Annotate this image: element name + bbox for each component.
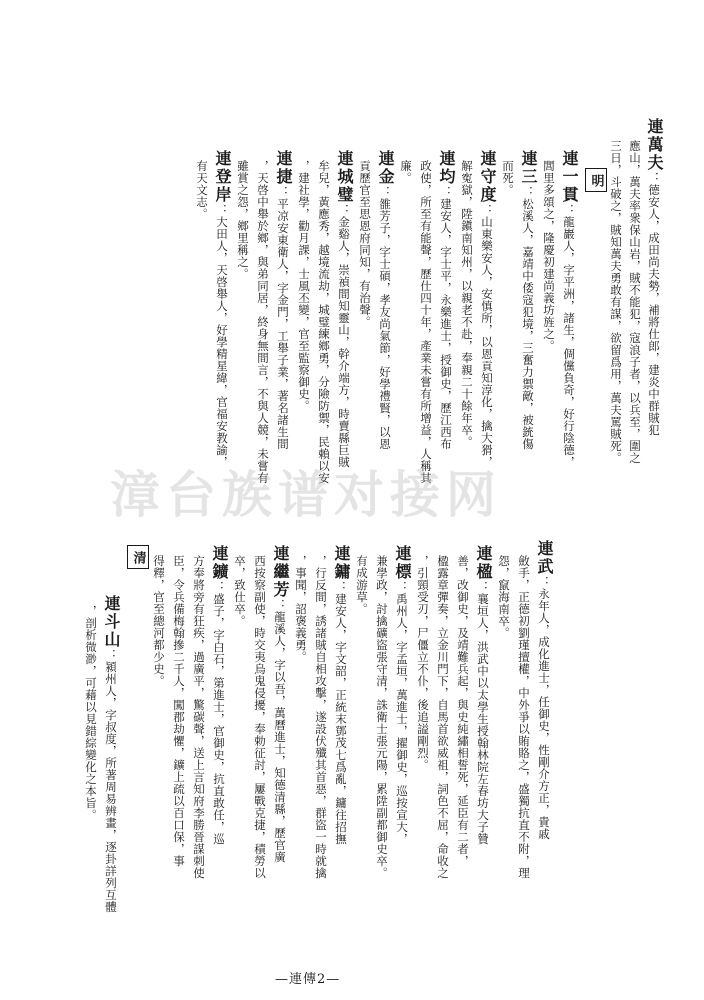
entry-text: ，剖析微渺，可藉以見錯綜變化之本旨。 <box>84 605 98 821</box>
entry-text: 西按察副使，時交夷烏鬼侵擾，奉勅征討，屢戰克捷，積勞以 <box>253 555 267 879</box>
entry-text: ，建社學，勸月課，士風丕變，官至監察御史。 <box>297 160 311 412</box>
entry-text: ：大田人，天啓舉人，好學精星緯，官福安教諭， <box>215 204 229 468</box>
entry-text: ：山東樂安人，安慎所，以恩貢知淳化，擒大猾， <box>480 204 494 468</box>
entry-text: ：龍溪人，字以吾，萬曆進士，知德清縣，歷官廣 <box>273 599 287 863</box>
column-text <box>255 160 271 500</box>
entry-title: 連三 <box>519 150 538 186</box>
entry-text: 兼學政，討擒礦盜張守清，誅衛士張元陽，累陞副都御史卒。 <box>375 555 389 879</box>
entry-title: 連守度 <box>478 150 497 204</box>
dynasty-label-ming: 明 <box>585 168 607 192</box>
column-text <box>194 160 210 500</box>
entry-title: 連一貫 <box>560 150 579 204</box>
entry-text: ：盛子，字白石，第進士，官御史，抗直敢任，巡 <box>212 581 226 845</box>
column-lian-jun <box>438 150 454 500</box>
column-text <box>313 555 329 960</box>
entry-text: ：建安人，字文韶，正統末鄧茂七爲亂，鏞往招撫 <box>334 581 348 845</box>
entry-text: 三日，斗破之，賊知萬夫勇敢有謀，欲留爲用，萬夫罵賊死。 <box>609 140 623 464</box>
entry-text: ：永年人，成化進士，任御史，性剛介方正，貴戚 <box>537 576 551 840</box>
column-text <box>171 555 187 960</box>
entry-text: 楹露章彈奏，立金川門下，自馬首欲威祖，詞色不屈，命收之 <box>436 555 450 879</box>
entry-text: ，事聞，詔褒義勇。 <box>294 555 308 663</box>
entry-text: 卒，致仕卒。 <box>233 555 247 627</box>
entry-title: 連鏞 <box>332 545 351 581</box>
column-lian-jie <box>275 150 291 500</box>
column-text <box>354 555 370 960</box>
entry-text: 得釋，官至總河都少史。 <box>152 555 166 687</box>
column-lian-jin <box>377 150 393 500</box>
column-text <box>357 160 373 500</box>
column-text <box>415 555 431 960</box>
entry-text: 應山，萬夫率衆保山岩，賊不能犯，寇浪子者，以兵至，圍之 <box>628 140 642 464</box>
column-text <box>459 160 475 500</box>
column-text <box>541 160 557 500</box>
column-text <box>516 555 532 960</box>
column-lian-san <box>520 150 536 500</box>
entry-text: ，引頸受刃，尸僵立不仆，後追謚剛烈。 <box>416 555 430 771</box>
entry-text: 有天文志。 <box>195 160 209 220</box>
column-text <box>191 555 207 960</box>
entry-text: ：雒芳子，字士碩，孝友尚氣節，好學禮賢，以恩 <box>378 186 392 450</box>
entry-text: ：襄垣人，洪武中以太學生授翰林院左春坊大子贊 <box>476 581 490 845</box>
column-text <box>418 160 434 500</box>
entry-title: 連金 <box>376 150 395 186</box>
entry-title: 連捷 <box>274 150 293 186</box>
column-lian-wu <box>536 540 552 960</box>
entry-text: ，天啓中舉於鄉，與弟同居，終身無間言，不與人競，未嘗有 <box>256 160 270 484</box>
column-text <box>316 160 332 500</box>
column-lian-jifang <box>272 545 288 960</box>
entry-text: ：金谿人，崇禎間知靈山，幹介端方，時賣縣巨賊 <box>337 204 351 468</box>
column-lian-kuang <box>211 545 227 960</box>
column-text <box>293 555 309 960</box>
column-lian-yong <box>333 545 349 960</box>
entry-title: 連均 <box>437 150 456 186</box>
watermark: 漳台族谱对接网 <box>110 466 502 524</box>
entry-text: 斂手，正德初劉瑾擅權，中外爭以賄賂之，盛獨抗直不附，理 <box>517 555 531 879</box>
entry-text: 牟兒，黃應秀，越境流劫，城璧練鄉勇，分險防禦，民賴以安 <box>317 160 331 484</box>
column-lian-wanfu <box>646 118 662 498</box>
entry-title: 連登岸 <box>213 150 232 204</box>
entry-text: 方奉將旁有狂疾，過廣平，驚碳聲，送上言知府李勝晉謀刺使 <box>192 555 206 879</box>
entry-text: ：松溪人，嘉靖中倭寇犯境，三奮力禦敵，被銃傷 <box>521 186 535 450</box>
column-lian-chengbi <box>336 150 352 500</box>
column-lian-doushan <box>103 595 119 960</box>
entry-text: 善，改御史，及靖難兵起，與史純繡相誓死，延臣有二者， <box>456 555 470 867</box>
entry-text: 政使，所至有能聲，歷仕四十年，產業未嘗有所增益，人稱其 <box>419 160 433 484</box>
column-lian-shoudu <box>479 150 495 500</box>
entry-text: ，行反間，誘諸賊自相攻擊，遂設伏殲其首惡，群盜一時就擒 <box>314 555 328 879</box>
entry-title: 連繼芳 <box>271 545 290 599</box>
column-text <box>374 555 390 960</box>
entry-text: ：潁州人，字叔度，所著周易辨畫，逐卦詳列互體 <box>104 649 118 913</box>
column-lian-dengan <box>214 150 230 500</box>
entry-text: ：建安人，字士平，永樂進士，授御史，歷江西布 <box>439 186 453 450</box>
column-lian-yiguan <box>561 150 577 500</box>
page-number: —連傳2— <box>275 972 341 987</box>
column-text <box>83 605 99 960</box>
column-text <box>608 140 624 500</box>
entry-text: 雖賞之怨，鄉里稱之。 <box>236 160 250 280</box>
column-lian-biao <box>394 545 410 960</box>
column-text <box>455 555 471 960</box>
column-text <box>151 555 167 960</box>
entry-text: 解寃獄，陞鎭南知州，以親老不赴，奉親二十餘年卒。 <box>460 160 474 448</box>
column-text <box>232 555 248 960</box>
column-lian-ying <box>475 545 491 960</box>
entry-text: 閭里多頌之，隆慶初建尚義坊旌之。 <box>542 160 556 352</box>
column-text <box>627 140 643 500</box>
column-text <box>500 160 516 500</box>
entry-text: ：禹州人，字孟垣，萬進士，擢御史，巡按宣大， <box>395 581 409 845</box>
entry-text: 怨，竄海南卒。 <box>497 555 511 639</box>
entry-text: 而死。 <box>501 160 515 196</box>
dynasty-label-qing: 清 <box>127 545 149 569</box>
entry-text: ：平凉安東衛人，字金門，工舉子業，著名諸生間 <box>276 186 290 450</box>
column-text <box>435 555 451 960</box>
entry-text: ：德安人，成田尚夫勢，補將仕郎，建炎中群賊犯 <box>647 172 661 436</box>
entry-title: 連萬夫 <box>645 118 664 172</box>
entry-title: 連武 <box>535 540 554 576</box>
entry-title: 連城璧 <box>335 150 354 204</box>
column-text <box>398 160 414 500</box>
entry-text: 廉。 <box>399 160 413 184</box>
column-text <box>496 555 512 960</box>
entry-title: 連斗山 <box>102 595 121 649</box>
column-text <box>235 160 251 500</box>
column-text <box>252 555 268 960</box>
entry-title: 連鑛 <box>210 545 229 581</box>
entry-text: 臣，令兵備梅翰摻二千人，闖郡劫懼，鑛上疏以百口保，事 <box>172 555 186 867</box>
entry-text: 有成游草。 <box>355 555 369 615</box>
entry-text: 貢歷官至思恩府同知，有治聲。 <box>358 160 372 328</box>
entry-title: 連楹 <box>474 545 493 581</box>
entry-title: 連標 <box>393 545 412 581</box>
entry-text: ：龍巖人，字平洲，諸生，倜儻負奇，好行陰德， <box>562 204 576 468</box>
column-text <box>296 160 312 500</box>
